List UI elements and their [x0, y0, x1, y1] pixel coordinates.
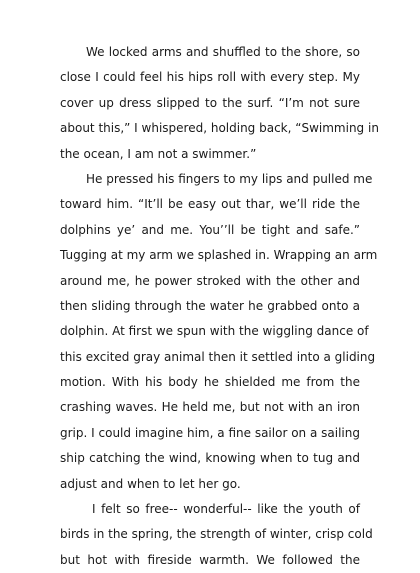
text-line: around me, he power stroked with the other and [60, 273, 360, 288]
text-line: close I could feel his hips roll with every step. My [60, 70, 360, 85]
text-line: I felt so free-- wonderful-- like the youth of [92, 502, 360, 517]
text-line: the ocean, I am not a swimmer.” [60, 146, 257, 161]
text-line: motion. With his body he shielded me from the [60, 375, 360, 390]
text-line: grip. I could imagine him, a fine sailor on a sailing [60, 425, 360, 440]
text-line: birds in the spring, the strength of winter, crisp cold [60, 527, 373, 542]
text-line: this excited gray animal then it settled into a gliding [60, 349, 376, 364]
text-line: adjust and when to let her go. [60, 476, 241, 491]
text-line: crashing waves. He held me, but not with an iron [60, 400, 360, 415]
text-line: Tugging at my arm we splashed in. Wrapping an arm [60, 248, 378, 263]
text-line: but hot with fireside warmth. We followed the [60, 552, 360, 567]
body-text [60, 40, 379, 573]
text-line: ship catching the wind, knowing when to tug and [60, 451, 360, 466]
text-line: He pressed his fingers to my lips and pulled me [86, 171, 373, 186]
text-line: cover up dress slipped to the surf. “I’m not sure [60, 95, 360, 110]
text-line: dolphin. At first we spun with the wiggling dance of [60, 324, 369, 339]
text-line: toward him. “It’ll be easy out thar, we’ll ride the [60, 197, 360, 212]
text-line: about this,” I whispered, holding back, “Swimming in [60, 121, 379, 136]
text-line: then sliding through the water he grabbed onto a [60, 298, 360, 313]
text-line: We locked arms and shuffled to the shore, so [86, 45, 360, 59]
text-line: dolphins ye’ and me. You’’ll be tight and safe.” [60, 222, 360, 237]
